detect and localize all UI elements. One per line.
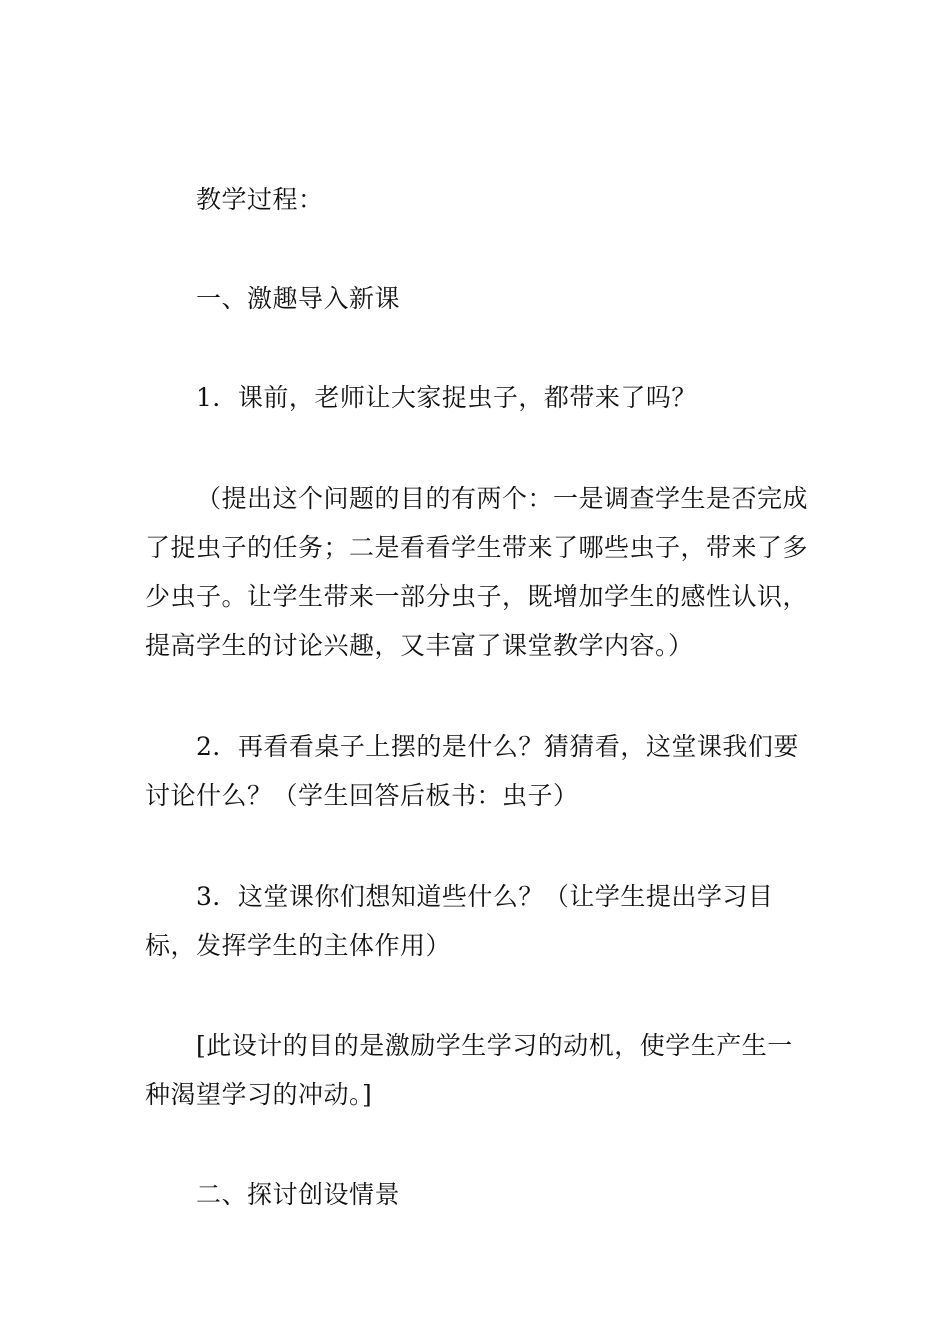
paragraph-note-1: （提出这个问题的目的有两个：一是调查学生是否完成了捉虫子的任务；二是看看学生带来了哪些虫子，带来了多少虫子。让学生带来一部分虫子，既增加学生的感性认识，提高学生的讨论兴趣，又丰富了课堂教学内容。） <box>145 484 809 660</box>
paragraph-step-2: 2．再看看桌子上摆的是什么？猜猜看，这堂课我们要讨论什么？（学生回答后板书：虫子） <box>145 732 799 810</box>
paragraph-design-note: [此设计的目的是激励学生学习的动机，使学生产生一种渴望学习的冲动。] <box>145 1031 793 1109</box>
heading-teaching-process: 教学过程： <box>196 185 324 214</box>
paragraph-step-1: 1．课前，老师让大家捉虫子，都带来了吗？ <box>196 383 697 412</box>
section-heading-2: 二、探讨创设情景 <box>196 1180 401 1209</box>
section-heading-1: 一、激趣导入新课 <box>196 284 401 313</box>
paragraph-step-3: 3．这堂课你们想知道些什么？（让学生提出学习目标，发挥学生的主体作用） <box>145 882 774 960</box>
